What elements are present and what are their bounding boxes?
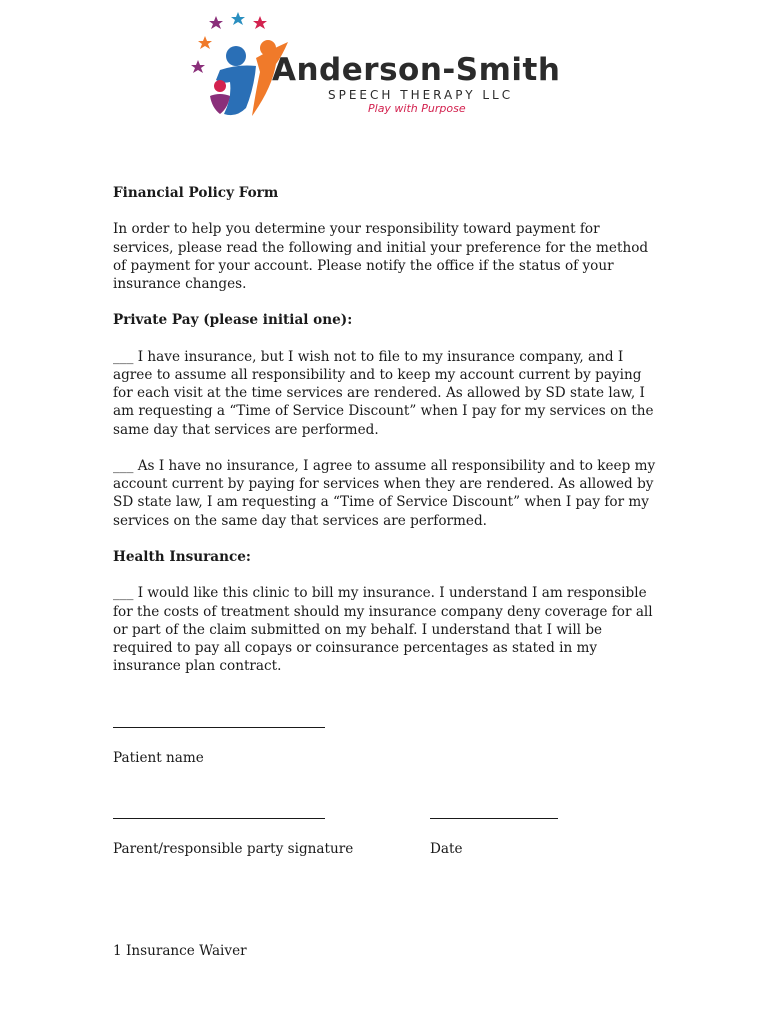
brand-name: Anderson-Smith [272,52,561,88]
private-pay-heading: Private Pay (please initial one): [113,312,353,329]
signature-label: Parent/responsible party signature [113,841,354,857]
brand-tagline: Play with Purpose [368,102,466,115]
date-line[interactable] [430,818,558,819]
star-icon [253,16,267,29]
company-logo [190,8,570,123]
star-icon [231,12,245,25]
star-icon [209,16,223,29]
patient-name-line[interactable] [113,727,325,728]
footer-text: 1 Insurance Waiver [113,943,247,959]
form-body [113,184,663,675]
health-insurance-option: ___ I would like this clinic to bill my insurance. I understand I am responsible for the costs of treatment should my insurance company deny coverage for all or part of the claim submitted on my behalf. I understand that I will be required to pay all copays or coinsurance percentages as stated in my insurance plan contract. [113,585,653,675]
health-insurance-heading: Health Insurance: [113,548,251,565]
star-icon [191,60,205,73]
date-label: Date [430,841,463,857]
form-title: Financial Policy Form [113,185,279,201]
intro-paragraph: In order to help you determine your responsibility toward payment for services, please read the following and initial your preference for the method of payment for your account. Please notify the office if the status of your insurance changes. [113,221,649,292]
star-icon [198,36,212,49]
patient-name-label: Patient name [113,750,204,766]
private-pay-option-insured: ___ I have insurance, but I wish not to file to my insurance company, and I agree to assume all responsibility and to keep my account current by paying for each visit at the time services are rendered. As allowed by SD state law, I am requesting a “Time of Service Discount” when I pay for my services on the same day that services are performed. [113,348,654,438]
signature-line[interactable] [113,818,325,819]
private-pay-option-uninsured: ___ As I have no insurance, I agree to assume all responsibility and to keep my account current by paying for services when they are rendered. As allowed by SD state law, I am requesting a “Time of Service Discount” when I pay for my services on the same day that services are performed. [113,457,656,529]
brand-subtitle: SPEECH THERAPY LLC [328,88,514,102]
